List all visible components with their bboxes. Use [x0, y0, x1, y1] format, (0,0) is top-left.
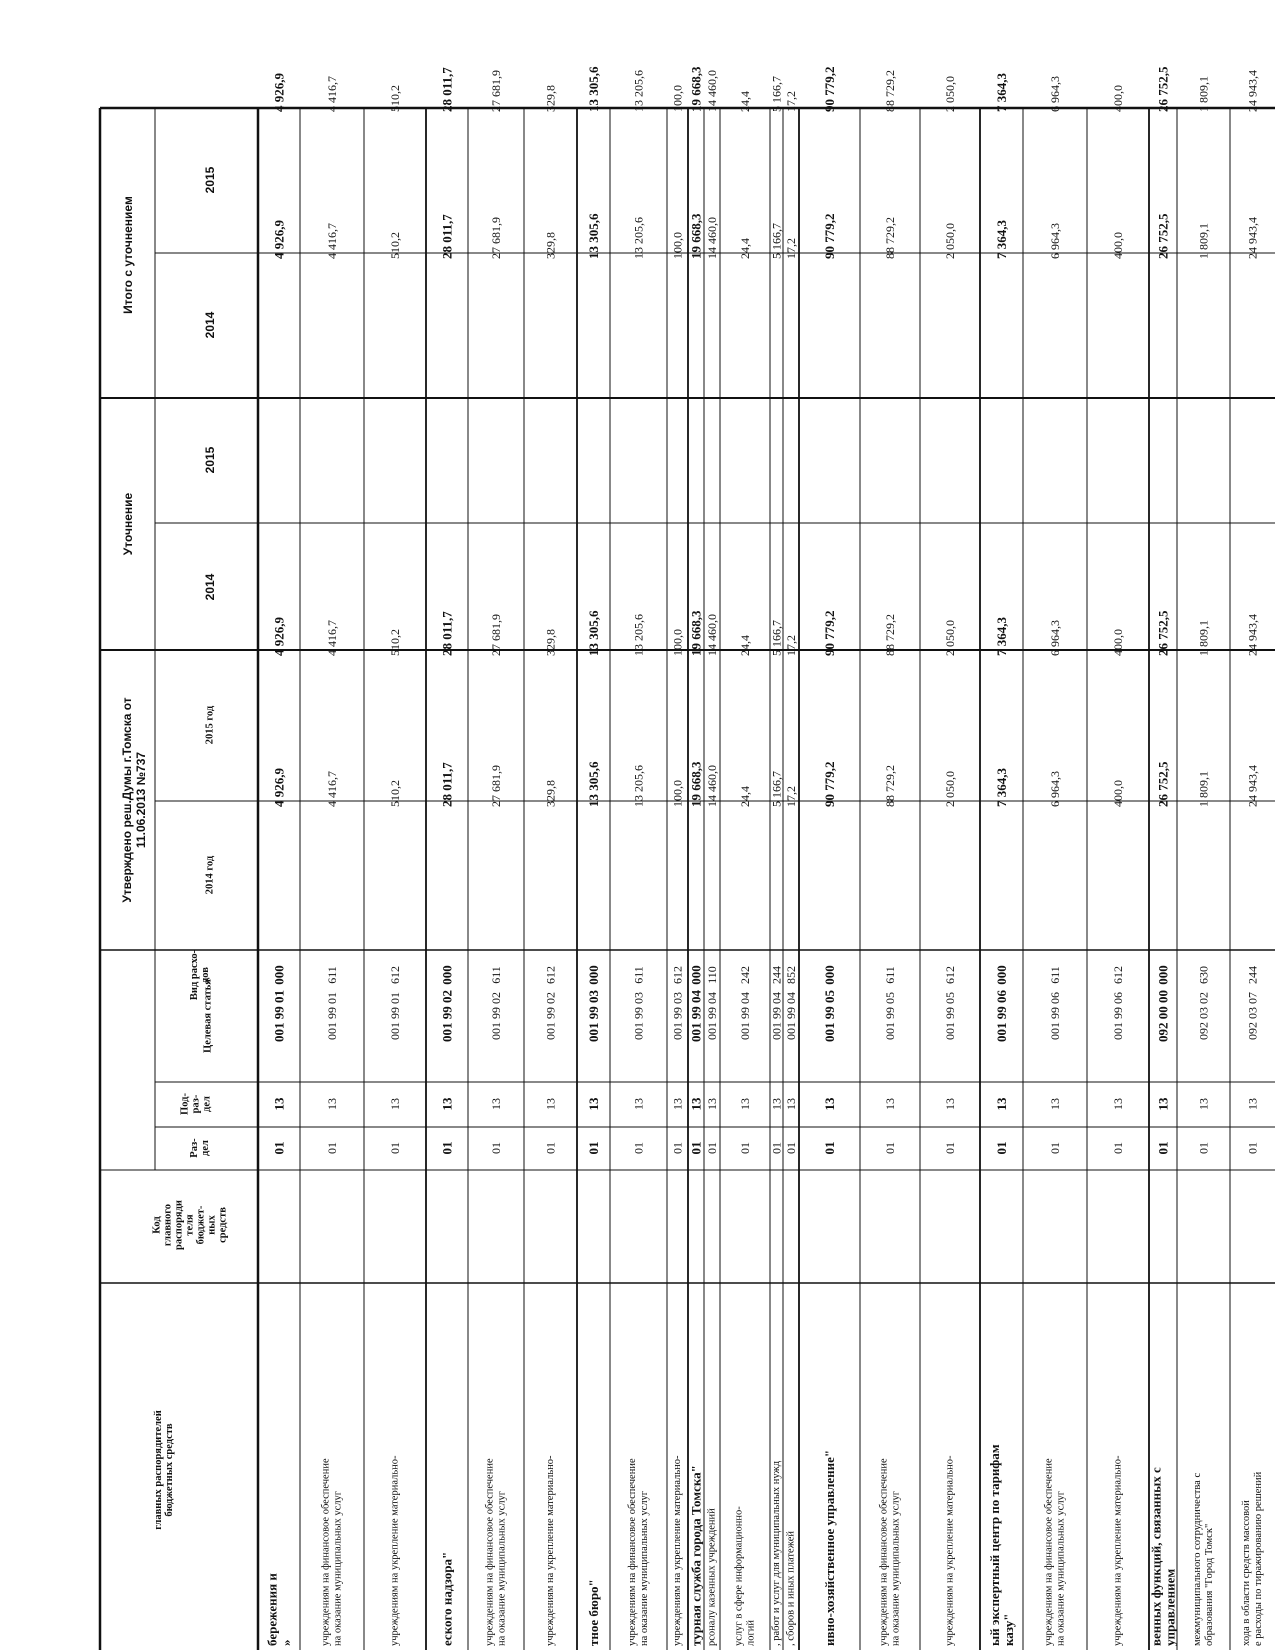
row-total-2014: 7 364,3 [994, 220, 1009, 259]
header-subsection: Под- [179, 1093, 191, 1115]
row-approved-2014: 26 752,5 [1155, 761, 1171, 807]
row-total-2015: 26 752,5 [1155, 66, 1171, 112]
row-total-2014: 24,4 [738, 238, 752, 259]
header-approved-2015: 2015 год [204, 705, 216, 745]
row-subsection: 13 [670, 1098, 685, 1110]
row-approved-2015: 90 779,2 [822, 610, 837, 656]
row-expense-type: 611 [325, 966, 339, 984]
row-subsection: 13 [784, 1098, 798, 1110]
header-code: Код [151, 1216, 163, 1234]
row-total-2015: 19 668,3 [688, 66, 704, 112]
row-expense-type: 611 [489, 966, 503, 984]
row-section: 01 [271, 1141, 287, 1155]
row-target: 001 99 02 [543, 992, 558, 1040]
row-expense-type: 612 [943, 966, 957, 984]
row-expense-type: 611 [1048, 966, 1062, 984]
row-target: 001 99 05 [883, 992, 897, 1040]
row-subsection: 13 [994, 1097, 1009, 1111]
header-total: Итого с уточнением [121, 196, 135, 314]
row-approved-2014: 14 460,0 [705, 765, 719, 807]
row-total-2014: 510,2 [388, 232, 402, 259]
row-target: 092 03 02 [1196, 992, 1211, 1040]
row-name: , работ и услуг для муниципальных нужд [771, 1460, 782, 1646]
row-name: учреждениям на укрепление материально- [1112, 1455, 1124, 1646]
row-section: 01 [631, 1142, 646, 1154]
row-expense-type: 242 [738, 966, 752, 984]
row-section: 01 [670, 1142, 685, 1154]
row-approved-2015: 13 205,6 [631, 614, 646, 656]
row-expense-type: 000 [439, 965, 455, 985]
row-target: 001 99 05 [822, 990, 837, 1042]
row-total-2014: 28 011,7 [439, 214, 455, 259]
row-target: 001 99 04 [688, 990, 704, 1042]
row-expense-type: 630 [1196, 966, 1211, 984]
row-total-2014: 27 681,9 [489, 217, 503, 259]
row-total-2014: 1 809,1 [1196, 223, 1211, 259]
row-total-2014: 88 729,2 [883, 217, 897, 259]
row-section: 01 [1155, 1141, 1171, 1155]
header-target: Целевая статья [202, 979, 214, 1053]
header-code: теля [184, 1214, 196, 1236]
row-total-2015: 2 050,0 [943, 76, 957, 112]
row-section: 01 [439, 1141, 455, 1155]
row-total-2015: 28 011,7 [439, 67, 455, 112]
header-name: бюджетных средств [164, 1423, 175, 1517]
row-name: учреждениям на укрепление материально- [944, 1455, 956, 1646]
row-name: образования "Город Томск" [1204, 1523, 1215, 1646]
row-section: 01 [543, 1142, 558, 1154]
row-approved-2015: 7 364,3 [994, 617, 1009, 656]
row-target: 001 99 03 [670, 992, 685, 1040]
row-target: 001 99 01 [325, 992, 339, 1040]
row-total-2015: 510,2 [388, 85, 402, 112]
row-name: учреждениям на укрепление материально- [389, 1455, 401, 1646]
header-code: бюджет- [195, 1205, 207, 1245]
row-name: венных функций, связанных с [1148, 1467, 1164, 1646]
row-approved-2015: 100,0 [670, 629, 685, 656]
row-target: 001 99 03 [586, 990, 601, 1042]
row-section: 01 [883, 1142, 897, 1154]
header-subsection: раз- [190, 1094, 202, 1114]
header-code: главного [162, 1203, 174, 1247]
row-name: тное бюро" [586, 1579, 601, 1646]
row-target: 001 99 01 [388, 992, 402, 1040]
row-approved-2014: 28 011,7 [439, 762, 455, 807]
row-approved-2014: 4 926,9 [271, 768, 287, 807]
row-subsection: 13 [543, 1098, 558, 1110]
row-total-2015: 13 305,6 [586, 66, 601, 112]
row-total-2015: 6 964,3 [1048, 76, 1062, 112]
row-section: 01 [1245, 1142, 1260, 1154]
header-code: ных [206, 1215, 218, 1235]
row-subsection: 13 [769, 1098, 784, 1110]
row-subsection: 13 [325, 1098, 339, 1110]
row-name: ый экспертный центр по тарифам [987, 1444, 1002, 1646]
header-approved: 11.06.2013 №737 [134, 751, 148, 849]
row-total-2015: 7 364,3 [994, 73, 1009, 112]
row-target: 092 03 07 [1245, 992, 1260, 1040]
row-section: 01 [822, 1141, 837, 1155]
row-total-2014: 4 416,7 [325, 223, 339, 259]
row-total-2014: 100,0 [670, 232, 685, 259]
row-total-2015: 329,8 [543, 85, 558, 112]
row-approved-2015: 6 964,3 [1048, 620, 1062, 656]
row-target: 001 99 04 [769, 992, 784, 1040]
row-name: турная служба города Томска" [688, 1465, 704, 1646]
row-subsection: 13 [943, 1098, 957, 1110]
header-expense-type: Вид расхо- [189, 949, 200, 1001]
row-total-2015: 24 943,4 [1245, 70, 1260, 112]
row-expense-type: 611 [883, 966, 897, 984]
row-target: 001 99 03 [631, 992, 646, 1040]
row-subsection: 13 [1245, 1098, 1260, 1110]
row-approved-2015: 400,0 [1111, 629, 1125, 656]
row-approved-2014: 19 668,3 [688, 761, 704, 807]
row-expense-type: 611 [631, 966, 646, 984]
header-name: главных распорядителей [153, 1410, 164, 1530]
row-name: рсоналу казенных учреждений [706, 1508, 718, 1646]
row-name: учреждениям на укрепление материально- [545, 1455, 556, 1646]
row-approved-2014: 13 305,6 [586, 761, 601, 807]
row-expense-type: 852 [784, 966, 798, 984]
row-section: 01 [1111, 1142, 1125, 1154]
row-section: 01 [586, 1141, 601, 1155]
row-expense-type: 244 [1245, 966, 1260, 984]
row-approved-2014: 1 809,1 [1196, 771, 1211, 807]
row-approved-2014: 400,0 [1111, 780, 1125, 807]
header-code: средств [217, 1207, 229, 1243]
row-subsection: 13 [1048, 1098, 1062, 1110]
row-name: учреждениям на финансовое обеспечение [627, 1458, 638, 1646]
row-approved-2015: 4 926,9 [271, 617, 287, 656]
row-approved-2015: 2 050,0 [943, 620, 957, 656]
row-total-2015: 24,4 [738, 91, 752, 112]
row-total-2015: 27 681,9 [489, 70, 503, 112]
row-section: 01 [325, 1142, 339, 1154]
row-total-2015: 14 460,0 [705, 70, 719, 112]
row-target: 001 99 06 [1048, 992, 1062, 1040]
row-name: учреждениям на финансовое обеспечение [1043, 1458, 1055, 1646]
row-target: 001 99 02 [489, 992, 503, 1040]
row-total-2015: 400,0 [1111, 85, 1125, 112]
row-approved-2014: 100,0 [670, 780, 685, 807]
row-name: на оказание муниципальных услуг [639, 1490, 650, 1646]
row-expense-type: 000 [1155, 965, 1171, 985]
row-total-2015: 5 166,7 [769, 76, 784, 112]
row-approved-2014: 510,2 [388, 780, 402, 807]
header-total-2015: 2015 [203, 166, 217, 194]
row-expense-type: 612 [1111, 966, 1125, 984]
row-name: бережения и [264, 1573, 280, 1646]
row-subsection: 13 [1155, 1097, 1171, 1111]
row-target: 001 99 01 [271, 990, 287, 1042]
header-clar-2014: 2014 [203, 573, 217, 601]
row-total-2014: 5 166,7 [769, 223, 784, 259]
header-section: Раз- [189, 1138, 200, 1158]
row-total-2014: 400,0 [1111, 232, 1125, 259]
row-expense-type: 000 [822, 965, 837, 985]
row-approved-2014: 24 943,4 [1245, 765, 1260, 807]
row-approved-2015: 1 809,1 [1196, 620, 1211, 656]
row-approved-2015: 5 166,7 [769, 620, 784, 656]
row-approved-2015: 13 305,6 [586, 610, 601, 656]
row-section: 01 [1196, 1142, 1211, 1154]
row-total-2015: 88 729,2 [883, 70, 897, 112]
header-total-2014: 2014 [203, 311, 217, 339]
row-name: на оказание муниципальных услуг [332, 1490, 344, 1646]
row-expense-type: 000 [688, 965, 704, 985]
row-total-2014: 329,8 [543, 232, 558, 259]
row-approved-2014: 329,8 [543, 780, 558, 807]
row-subsection: 13 [1111, 1098, 1125, 1110]
row-subsection: 13 [822, 1097, 837, 1111]
row-approved-2015: 4 416,7 [325, 620, 339, 656]
header-expense-type: дов [200, 967, 211, 983]
row-section: 01 [705, 1142, 719, 1154]
row-approved-2015: 19 668,3 [688, 610, 704, 656]
row-total-2015: 4 416,7 [325, 76, 339, 112]
header-subsection: дел [201, 1096, 213, 1112]
row-subsection: 13 [388, 1098, 402, 1110]
row-name: еского надзора" [439, 1551, 455, 1646]
row-approved-2014: 27 681,9 [489, 765, 503, 807]
row-subsection: 13 [489, 1098, 503, 1110]
row-approved-2015: 26 752,5 [1155, 610, 1171, 656]
row-name: » [278, 1639, 294, 1646]
row-name: на оказание муниципальных услуг [890, 1490, 902, 1646]
row-expense-type: 612 [388, 966, 402, 984]
row-total-2014: 26 752,5 [1155, 213, 1171, 259]
row-approved-2014: 90 779,2 [822, 761, 837, 807]
row-expense-type: 000 [994, 965, 1009, 985]
row-total-2014: 90 779,2 [822, 213, 837, 259]
row-subsection: 13 [271, 1097, 287, 1111]
row-section: 01 [784, 1142, 798, 1154]
row-name: учреждениям на финансовое обеспечение [484, 1458, 496, 1646]
row-expense-type: 110 [705, 966, 719, 984]
row-approved-2014: 4 416,7 [325, 771, 339, 807]
row-name: казу" [1001, 1613, 1016, 1646]
row-name: учреждениям на укрепление материально- [672, 1455, 683, 1646]
row-total-2014: 14 460,0 [705, 217, 719, 259]
row-expense-type: 612 [543, 966, 558, 984]
row-approved-2014: 5 166,7 [769, 771, 784, 807]
row-approved-2015: 24,4 [738, 635, 752, 656]
row-approved-2015: 28 011,7 [439, 611, 455, 656]
row-name: учреждениям на финансовое обеспечение [878, 1458, 890, 1646]
row-approved-2015: 24 943,4 [1245, 614, 1260, 656]
row-approved-2014: 6 964,3 [1048, 771, 1062, 807]
row-subsection: 13 [439, 1097, 455, 1111]
row-target: 001 99 04 [784, 992, 798, 1040]
row-total-2014: 13 205,6 [631, 217, 646, 259]
row-target: 001 99 05 [943, 992, 957, 1040]
row-subsection: 13 [688, 1097, 704, 1111]
row-name: е расходы по тиражированию решений [1253, 1471, 1264, 1646]
row-total-2015: 4 926,9 [271, 73, 287, 112]
row-approved-2014: 13 205,6 [631, 765, 646, 807]
row-section: 01 [769, 1142, 784, 1154]
header-clar-2015: 2015 [203, 446, 217, 474]
row-subsection: 13 [738, 1098, 752, 1110]
row-name: , сборов и иных платежей [785, 1530, 797, 1646]
row-approved-2014: 2 050,0 [943, 771, 957, 807]
row-section: 01 [388, 1142, 402, 1154]
row-approved-2014: 7 364,3 [994, 768, 1009, 807]
row-approved-2015: 510,2 [388, 629, 402, 656]
row-approved-2015: 17,2 [784, 635, 798, 656]
row-target: 001 99 02 [439, 990, 455, 1042]
row-total-2015: 13 205,6 [631, 70, 646, 112]
row-approved-2014: 17,2 [784, 786, 798, 807]
row-total-2014: 2 050,0 [943, 223, 957, 259]
row-approved-2015: 329,8 [543, 629, 558, 656]
row-name: хода в области средств массовой [1241, 1500, 1252, 1646]
row-section: 01 [1048, 1142, 1062, 1154]
row-total-2014: 19 668,3 [688, 213, 704, 259]
row-subsection: 13 [883, 1098, 897, 1110]
row-section: 01 [994, 1141, 1009, 1155]
row-target: 001 99 04 [705, 992, 719, 1040]
row-total-2014: 6 964,3 [1048, 223, 1062, 259]
row-approved-2015: 88 729,2 [883, 614, 897, 656]
row-name: на оказание муниципальных услуг [1055, 1490, 1067, 1646]
row-name: логий [745, 1619, 757, 1646]
row-total-2014: 13 305,6 [586, 213, 601, 259]
row-name: на оказание муниципальных услуг [496, 1490, 508, 1646]
row-name: услуг в сфере информационно- [733, 1506, 745, 1646]
row-expense-type: 244 [769, 966, 784, 984]
header-approved-2014: 2014 год [204, 855, 216, 895]
row-section: 01 [943, 1142, 957, 1154]
row-target: 092 00 00 [1155, 990, 1171, 1042]
row-section: 01 [688, 1141, 704, 1155]
row-total-2015: 90 779,2 [822, 66, 837, 112]
row-approved-2014: 24,4 [738, 786, 752, 807]
row-subsection: 13 [586, 1097, 601, 1111]
row-section: 01 [489, 1142, 503, 1154]
row-subsection: 13 [1196, 1098, 1211, 1110]
row-expense-type: 000 [586, 965, 601, 985]
row-total-2014: 4 926,9 [271, 220, 287, 259]
header-section: дел [200, 1140, 211, 1156]
row-approved-2015: 27 681,9 [489, 614, 503, 656]
header-code: распоряди [173, 1200, 185, 1250]
row-name: межмуниципального сотрудничества с [1192, 1472, 1203, 1646]
row-total-2015: 100,0 [670, 85, 685, 112]
row-name: учреждениям на финансовое обеспечение [320, 1458, 332, 1646]
row-name: ивно-хозяйственное управление" [822, 1449, 837, 1646]
header-clarification: Уточнение [121, 492, 135, 556]
row-total-2015: 1 809,1 [1196, 76, 1211, 112]
row-section: 01 [738, 1142, 752, 1154]
row-target: 001 99 06 [994, 990, 1009, 1042]
row-subsection: 13 [705, 1098, 719, 1110]
row-target: 001 99 06 [1111, 992, 1125, 1040]
row-expense-type: 612 [670, 966, 685, 984]
row-name: управлением [1162, 1568, 1178, 1646]
row-approved-2015: 14 460,0 [705, 614, 719, 656]
row-target: 001 99 04 [738, 992, 752, 1040]
row-approved-2014: 88 729,2 [883, 765, 897, 807]
row-total-2014: 24 943,4 [1245, 217, 1260, 259]
row-total-2014: 17,2 [784, 238, 798, 259]
header-approved: Утверждено реш.Думы г.Томска от [120, 697, 134, 903]
row-total-2015: 17,2 [784, 91, 798, 112]
row-subsection: 13 [631, 1098, 646, 1110]
row-expense-type: 000 [271, 965, 287, 985]
